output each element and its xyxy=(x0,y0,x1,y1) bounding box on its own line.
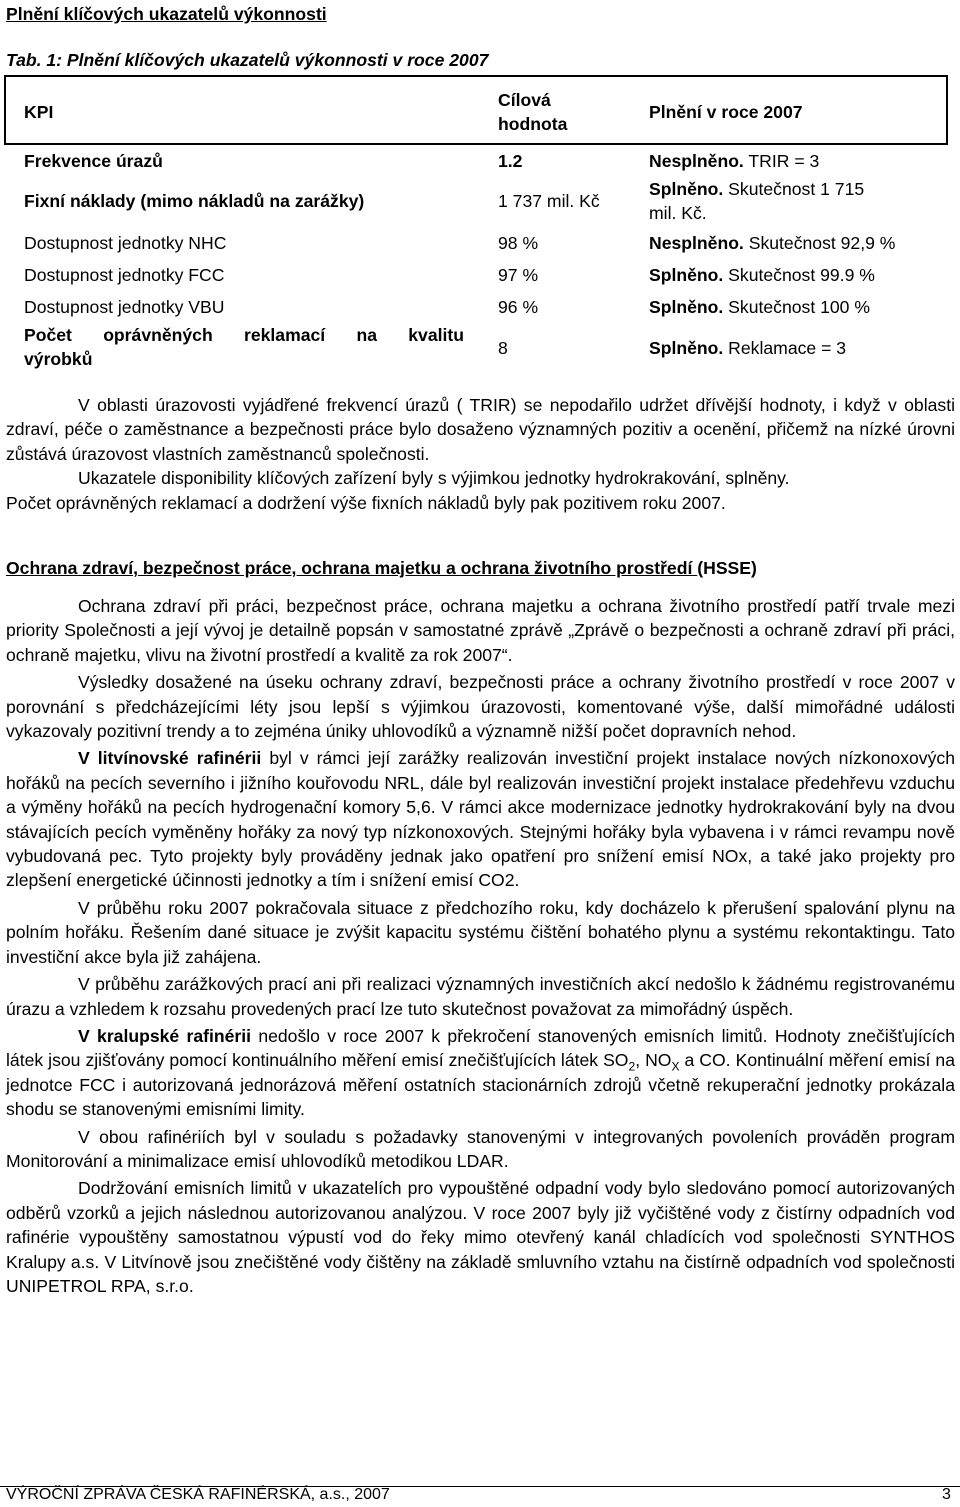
paragraph: V průběhu roku 2007 pokračovala situace z předchozího roku, kdy docházelo k přerušení spalování plynu na polním hořáku. Řešením dané situace je zvýšit kapacitu systému čištění bohatého plynu a systému rekontaktingu. Tato investiční akce byla již zahájena. xyxy=(6,897,955,967)
row5-kpi: Dostupnost jednotky VBU xyxy=(24,297,225,317)
row3-target: 98 % xyxy=(498,233,539,253)
header-target-line2: hodnota xyxy=(498,114,568,134)
paragraph: V průběhu zarážkových prací ani při realizaci významných investičních akcí nedošlo k žádnému registrovanému úrazu a vzhledem k rozsahu provedených prací lze tuto skutečnost považovat za mimořádný úspěch. xyxy=(6,974,955,1019)
kpi-table xyxy=(4,75,948,379)
row1-result: Nesplněno. TRIR = 3 xyxy=(649,151,820,171)
row6-target: 8 xyxy=(498,338,508,358)
kpi-table-header-box xyxy=(4,75,948,145)
header-kpi: KPI xyxy=(24,102,54,122)
row1-target: 1.2 xyxy=(498,151,523,171)
page-number: 3 xyxy=(942,1486,951,1503)
row2-result: Splněno. Skutečnost 1 715 xyxy=(649,179,865,199)
paragraph: V litvínovské rafinérii byl v rámci její zarážky realizován investiční projekt instalace nových nízkonoxových hořáků na pecích severního i jižního kouřovodu NRL, dále byl realizován investiční projekt instalace předehřevu vzduchu a výměny hořáků na pecích hydrogenační komory 5,6. V rámci akce modernizace jednotky hydrokrakování byly na dvou stávajících pecích vyměněny hořáky za nový typ nízkonoxových. Stejnými hořáky byla vybavena i v rámci revampu nově vybudovaná pec. Tyto projekty byly prováděny jednak jako opatření pro snížení emisí NOx, a také jako projekty pro zlepšení energetické účinnosti jednotky a tím i snížení emisí CO2. xyxy=(6,748,955,891)
section-title: Ochrana zdraví, bezpečnost práce, ochrana majetku a ochrana životního prostředí (HSSE) xyxy=(6,558,757,578)
row2-target: 1 737 mil. Kč xyxy=(498,191,600,211)
row4-target: 97 % xyxy=(498,265,539,285)
row6-kpi-line2: výrobků xyxy=(24,349,93,369)
paragraph: V oblasti úrazovosti vyjádřené frekvencí úrazů ( TRIR) se nepodařilo udržet dřívější hodnoty, i když v oblasti zdraví, péče o zaměstnance a bezpečnosti práce bylo dosaženo významných pozitiv a ocenění, přičemž na nízké úrovni zůstává úrazovost vlastních zaměstnanců společnosti. xyxy=(6,395,955,464)
paragraph: Výsledky dosažené na úseku ochrany zdraví, bezpečnosti práce a ochrany životního prostředí v roce 2007 v porovnání s předcházejícími léty jsou lepší s výjimkou úrazovosti, komentované výše, další mimořádné události vykazovaly pozitivní trendy a to zejména úniky uhlovodíků a významně nižší počet dopravních nehod. xyxy=(6,672,955,742)
header-result: Plnění v roce 2007 xyxy=(649,102,803,122)
row4-kpi: Dostupnost jednotky FCC xyxy=(24,265,225,285)
table-caption: Tab. 1: Plnění klíčových ukazatelů výkonnosti v roce 2007 xyxy=(6,50,489,70)
paragraph: Ochrana zdraví při práci, bezpečnost práce, ochrana majetku a ochrana životního prostředí patří trvale mezi priority Společnosti a její vývoj je detailně popsán v samostatné zprávě „Zprávě o bezpečnosti a ochraně zdraví při práci, ochraně majetku, vlivu na životní prostředí a kvalitě za rok 2007“. xyxy=(6,596,955,665)
row3-kpi: Dostupnost jednotky NHC xyxy=(24,233,227,253)
header-target-line1: Cílová xyxy=(498,90,551,110)
paragraph: Počet oprávněných reklamací a dodržení výše fixních nákladů byly pak pozitivem roku 2007. xyxy=(6,492,726,513)
row3-result: Nesplněno. Skutečnost 92,9 % xyxy=(649,233,896,253)
row1-kpi: Frekvence úrazů xyxy=(24,151,163,171)
paragraph: V obou rafinériích byl v souladu s požadavky stanovenými v integrovaných povoleních prováděn program Monitorování a minimalizace emisí uhlovodíků metodikou LDAR. xyxy=(6,1126,955,1171)
row5-result: Splněno. Skutečnost 100 % xyxy=(649,297,871,317)
row6-kpi-line1: Počet oprávněných reklamací na kvalitu xyxy=(24,325,464,345)
row4-result: Splněno. Skutečnost 99.9 % xyxy=(649,265,875,285)
row6-result: Splněno. Reklamace = 3 xyxy=(649,338,847,358)
row5-target: 96 % xyxy=(498,297,539,317)
paragraph: Dodržování emisních limitů v ukazatelích pro vypouštěné odpadní vody bylo sledováno pomocí autorizovaných odběrů vzorků a jejich následnou autorizovanou analýzou. V roce 2007 byly již vyčištěné vody z čistírny odpadních vod rafinérie vypouštěny samostatnou výpustí vod do řeky mimo otevřený kanál chladících vod společnosti SYNTHOS Kralupy a.s. V Litvínově jsou znečištěné vody čištěny na základě smluvního vztahu na čistírně odpadních vod společnosti UNIPETROL RPA, s.r.o. xyxy=(6,1178,955,1296)
kpi-commentary xyxy=(6,393,955,515)
paragraph: V kralupské rafinérii nedošlo v roce 2007 k překročení stanovených emisních limitů. Hodnoty znečišťujících látek jsou zjišťovány pomocí kontinuálního měření emisí znečišťujících látek $SO_2$, $NO_X$ a CO. Kontinuální měření emisí na jednotce FCC i autorizovaná jednorázová měření ostatních stacionárních zdrojů včetně rekuperační jednotky prokázala shodu se stanovenými emisními limity. xyxy=(6,1025,955,1120)
paragraph: Ukazatele disponibility klíčových zařízení byly s výjimkou jednotky hydrokrakování, splněny. xyxy=(78,468,790,489)
hsse-body xyxy=(6,594,955,1298)
footer-title: VÝROČNÍ ZPRÁVA ČESKÁ RAFINÉRSKÁ, a.s., 2007 xyxy=(6,1486,390,1503)
row2-kpi: Fixní náklady (mimo nákladů na zarážky) xyxy=(24,191,365,211)
page-heading: Plnění klíčových ukazatelů výkonnosti xyxy=(6,4,327,24)
row2-result-line2: mil. Kč. xyxy=(649,203,707,223)
